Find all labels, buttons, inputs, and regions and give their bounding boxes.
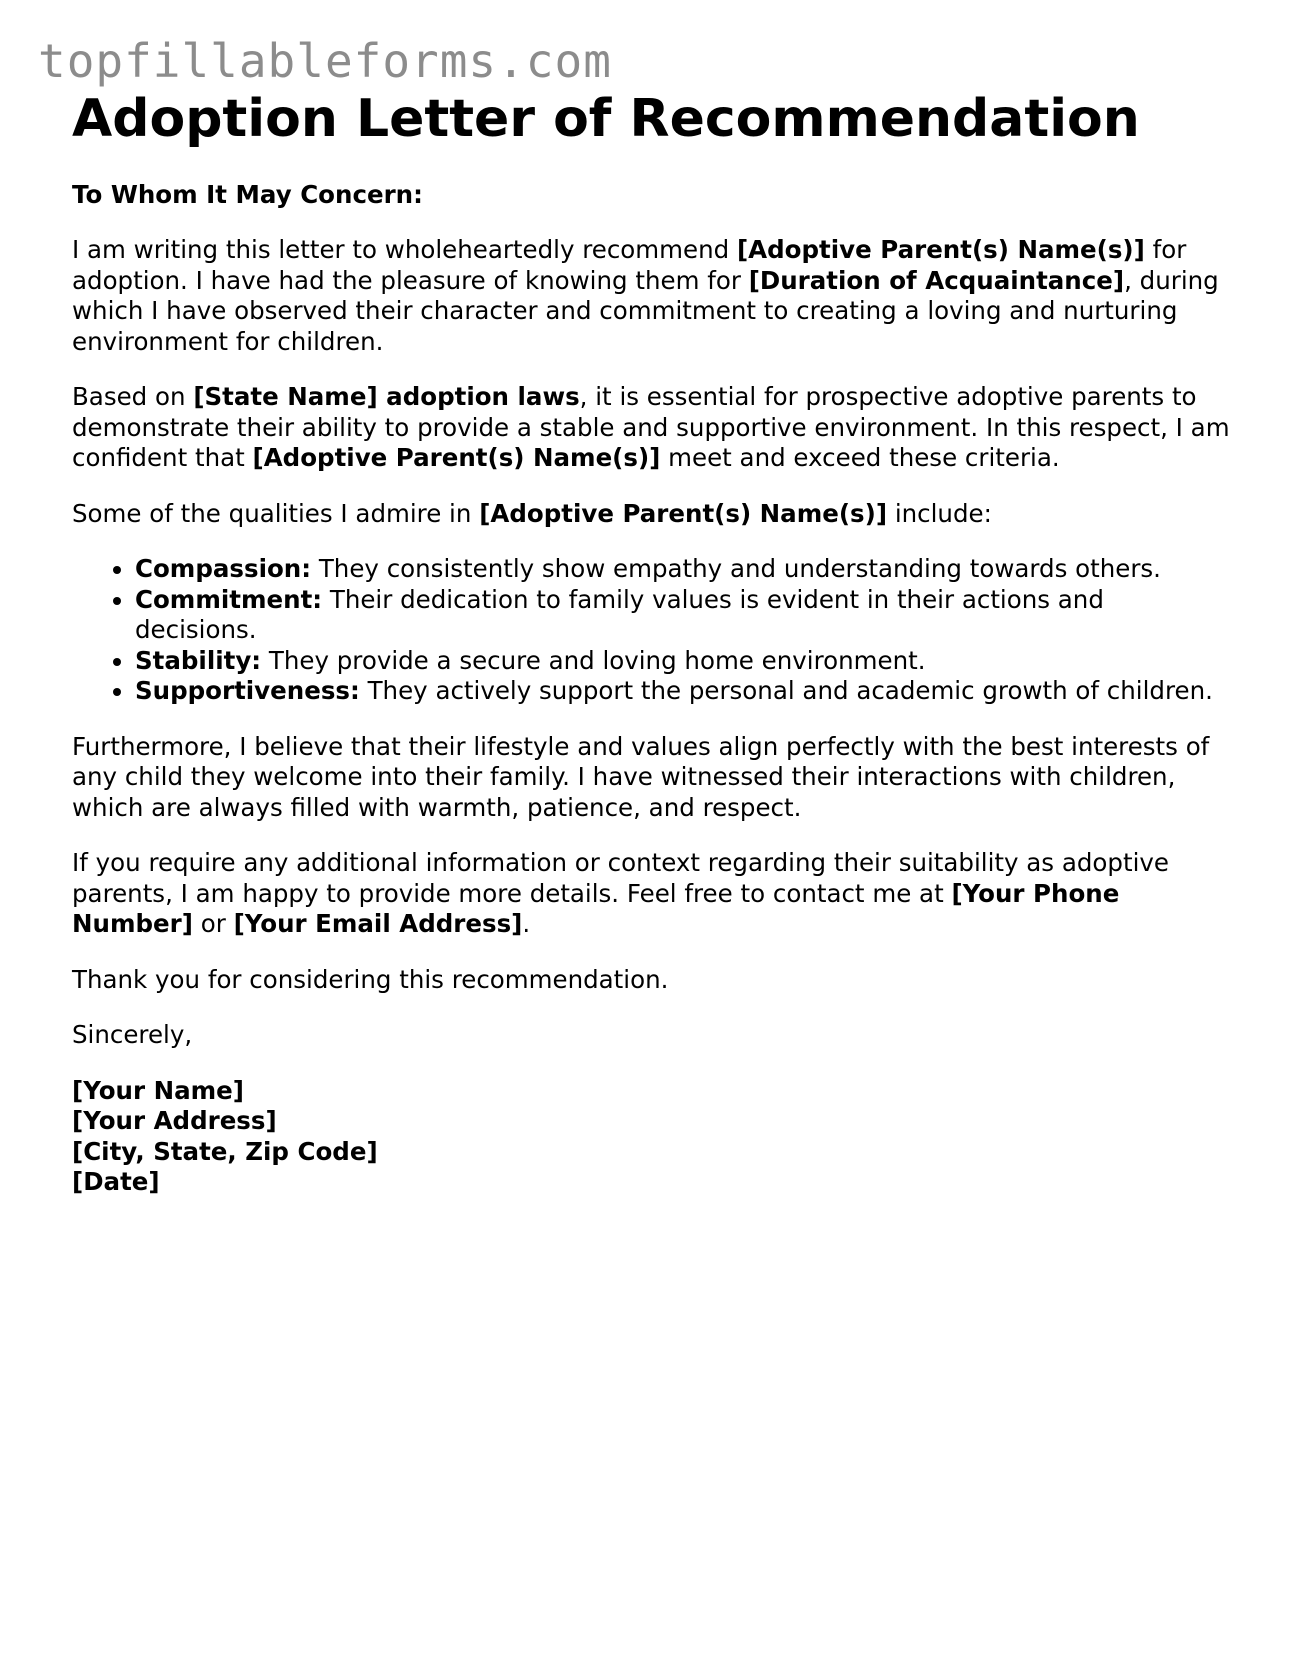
placeholder-parent-names: [Adoptive Parent(s) Name(s)] bbox=[736, 235, 1145, 265]
placeholder-email: [Your Email Address] bbox=[233, 909, 523, 939]
quality-text: They provide a secure and loving home environment. bbox=[261, 645, 926, 675]
paragraph-text: , during which I have observed their character and commitment to creating a loving and nurturing environment for children. bbox=[72, 265, 1219, 356]
paragraph-text: for adoption. I have had the pleasure of knowing them for bbox=[72, 235, 1187, 295]
paragraph-thanks: Thank you for considering this recommendation. bbox=[72, 964, 669, 994]
paragraph-text: Some of the qualities I admire in bbox=[72, 498, 480, 528]
placeholder-duration: [Duration of Acquaintance] bbox=[748, 265, 1125, 295]
paragraph-text: I am writing this letter to wholeheartedly recommend bbox=[72, 235, 737, 265]
quality-label: Commitment: bbox=[135, 584, 323, 614]
list-item bbox=[135, 585, 1232, 646]
paragraph-text: . bbox=[522, 909, 531, 939]
placeholder-state-laws: [State Name] adoption laws bbox=[193, 382, 580, 412]
list-item bbox=[135, 646, 1232, 677]
paragraph-text: include: bbox=[887, 498, 992, 528]
paragraph-contact bbox=[72, 848, 1232, 940]
salutation: To Whom It May Concern: bbox=[72, 179, 423, 209]
signature-block bbox=[72, 1076, 1232, 1198]
signature-date: [Date] bbox=[72, 1167, 160, 1197]
qualities-list bbox=[72, 554, 1232, 707]
quality-label: Stability: bbox=[135, 645, 262, 675]
paragraph-text: meet and exceed these criteria. bbox=[660, 443, 1060, 473]
placeholder-parent-names: [Adoptive Parent(s) Name(s)] bbox=[479, 498, 888, 528]
quality-label: Compassion: bbox=[135, 554, 312, 584]
placeholder-parent-names: [Adoptive Parent(s) Name(s)] bbox=[252, 443, 661, 473]
list-item bbox=[135, 554, 1232, 585]
letter-page bbox=[72, 90, 1232, 1223]
placeholder-phone: [Your Phone Number] bbox=[72, 878, 1120, 939]
watermark: topfillableforms.com bbox=[38, 34, 612, 88]
list-item bbox=[135, 676, 1232, 707]
signature-address: [Your Address] bbox=[72, 1106, 277, 1136]
signature-city: [City, State, Zip Code] bbox=[72, 1136, 378, 1166]
quality-text: They consistently show empathy and understanding towards others. bbox=[311, 554, 1161, 584]
paragraph-text: , it is essential for prospective adoptive parents to demonstrate their ability to provide a stable and supportive environment. In this respect, I am confident that bbox=[72, 382, 1230, 473]
signature-name: [Your Name] bbox=[72, 1075, 244, 1105]
quality-label: Supportiveness: bbox=[135, 676, 360, 706]
paragraph-state-laws bbox=[72, 382, 1232, 474]
paragraph-qualities-intro bbox=[72, 499, 1232, 530]
page-title: Adoption Letter of Recommendation bbox=[72, 89, 1140, 149]
paragraph-text: If you require any additional information or context regarding their suitability as adoptive parents, I am happy to provide more details. Feel free to contact me at bbox=[72, 848, 1169, 908]
quality-text: Their dedication to family values is evident in their actions and decisions. bbox=[135, 584, 1104, 645]
paragraph-lifestyle: Furthermore, I believe that their lifestyle and values align perfectly with the best interests of any child they welcome into their family. I have witnessed their interactions with children, which are always filled with warmth, patience, and respect. bbox=[72, 731, 1210, 822]
paragraph-text: or bbox=[192, 909, 234, 939]
paragraph-text: Based on bbox=[72, 382, 194, 412]
paragraph-intro bbox=[72, 235, 1232, 357]
closing: Sincerely, bbox=[72, 1020, 193, 1050]
quality-text: They actively support the personal and academic growth of children. bbox=[359, 676, 1213, 706]
